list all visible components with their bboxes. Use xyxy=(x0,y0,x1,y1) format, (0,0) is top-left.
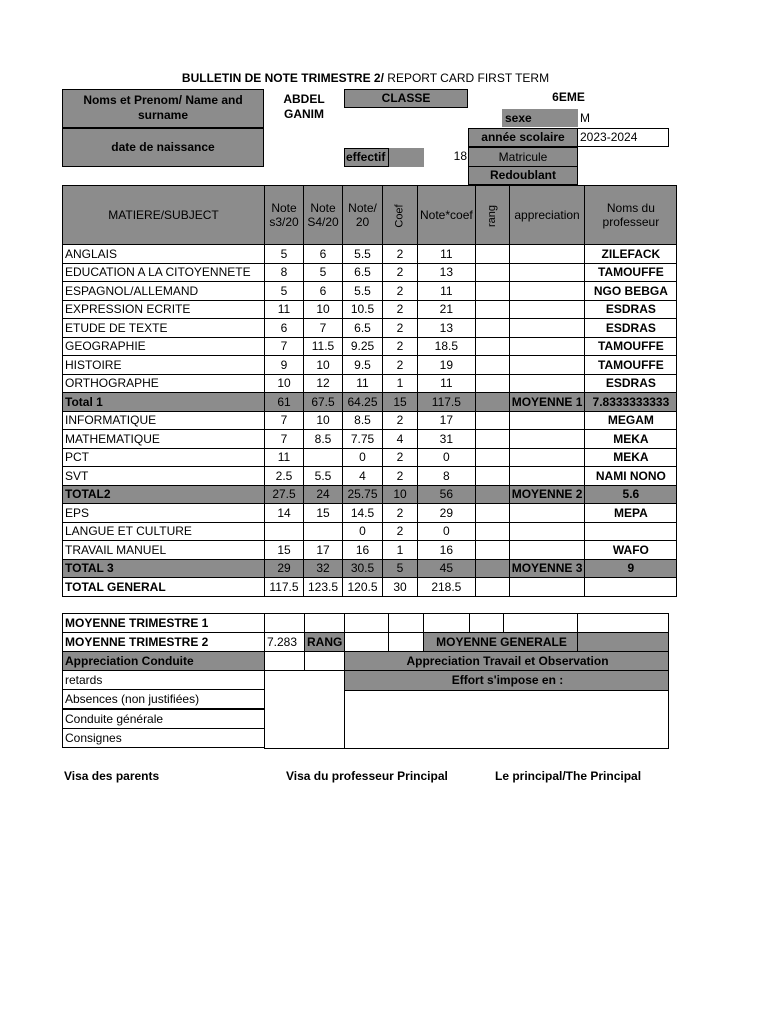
cell-coef: 2 xyxy=(383,300,418,319)
annee-label: année scolaire xyxy=(481,130,565,144)
cell-coef: 1 xyxy=(383,374,418,393)
cell-coef: 30 xyxy=(383,578,418,597)
cell-nc: 13 xyxy=(418,263,476,282)
cell-s4: 123.5 xyxy=(304,578,343,597)
cell-s3: 29 xyxy=(265,559,304,578)
title-english: REPORT CARD FIRST TERM xyxy=(383,71,550,85)
cell-prof: MEGAM xyxy=(585,411,677,430)
cell-app xyxy=(509,504,585,523)
header-coef-text: Coef xyxy=(394,203,406,228)
cell-s4: 12 xyxy=(304,374,343,393)
cell-prof: MEPA xyxy=(585,504,677,523)
cell-app xyxy=(509,411,585,430)
cell-prof: ESDRAS xyxy=(585,374,677,393)
table-row xyxy=(63,578,677,597)
cell-note: 16 xyxy=(343,541,383,560)
conduite-values-box xyxy=(264,670,345,749)
cell-rang xyxy=(475,559,509,578)
cell-note: 11 xyxy=(343,374,383,393)
dob-label: date de naissance xyxy=(111,140,215,154)
conduite-item: Absences (non justifiées) xyxy=(62,689,265,709)
table-row xyxy=(63,245,677,264)
conduite-item: retards xyxy=(62,670,265,690)
cell-app xyxy=(509,282,585,301)
table-total-row xyxy=(63,485,677,504)
cell-prof xyxy=(585,522,677,541)
cell-app xyxy=(509,300,585,319)
header-coef xyxy=(383,186,418,245)
cell-rang xyxy=(475,522,509,541)
cell-nc: 117.5 xyxy=(418,393,476,412)
cell-coef: 2 xyxy=(383,467,418,486)
classe-label-cell xyxy=(344,89,468,108)
matricule-label: Matricule xyxy=(498,150,548,164)
table-row xyxy=(63,504,677,523)
header-rang-text: rang xyxy=(486,204,499,227)
cell-rang xyxy=(475,245,509,264)
annee-label-cell xyxy=(468,128,578,147)
cell-subject: TOTAL 3 xyxy=(63,559,265,578)
cell-nc: 56 xyxy=(418,485,476,504)
annee-value-cell xyxy=(577,128,669,147)
cell-subject: HISTOIRE xyxy=(63,356,265,375)
table-row xyxy=(63,337,677,356)
cell-coef: 2 xyxy=(383,411,418,430)
mt2-empty xyxy=(388,632,424,652)
cell-note: 5.5 xyxy=(343,245,383,264)
cell-s3: 7 xyxy=(265,430,304,449)
cell-app xyxy=(509,245,585,264)
classe-label: CLASSE xyxy=(381,91,431,105)
cell-s4: 10 xyxy=(304,300,343,319)
appreciation-conduite-label: Appreciation Conduite xyxy=(62,651,265,671)
cell-app xyxy=(509,430,585,449)
table-row xyxy=(63,467,677,486)
cell-subject: ORTHOGRAPHE xyxy=(63,374,265,393)
dob-label-cell xyxy=(62,128,264,167)
title-french: BULLETIN DE NOTE TRIMESTRE 2/ xyxy=(181,71,384,85)
cell-coef: 10 xyxy=(383,485,418,504)
mt1-nc xyxy=(423,613,470,633)
cell-rang xyxy=(475,541,509,560)
cell-prof: 7.8333333333 xyxy=(585,393,677,412)
header-note-s3: Note s3/20 xyxy=(265,186,304,245)
cell-coef: 2 xyxy=(383,356,418,375)
cell-s3: 5 xyxy=(265,282,304,301)
mt1-app xyxy=(503,613,578,633)
cell-note: 64.25 xyxy=(343,393,383,412)
cell-rang xyxy=(475,504,509,523)
cell-subject: Total 1 xyxy=(63,393,265,412)
mt1-prof xyxy=(577,613,669,633)
cell-rang xyxy=(475,485,509,504)
cell-subject: LANGUE ET CULTURE xyxy=(63,522,265,541)
cell-s3: 117.5 xyxy=(265,578,304,597)
cell-note: 30.5 xyxy=(343,559,383,578)
cell-rang xyxy=(475,374,509,393)
rang-value xyxy=(344,632,389,652)
cell-nc: 17 xyxy=(418,411,476,430)
cell-note: 6.5 xyxy=(343,263,383,282)
cell-coef: 1 xyxy=(383,541,418,560)
moyenne-trimestre-1-label: MOYENNE TRIMESTRE 1 xyxy=(62,613,265,633)
redoublant-label: Redoublant xyxy=(490,168,556,182)
mt1-coef xyxy=(388,613,424,633)
table-row xyxy=(63,263,677,282)
cell-s3 xyxy=(265,522,304,541)
cell-s3: 2.5 xyxy=(265,467,304,486)
mt1-note xyxy=(344,613,389,633)
cell-note: 14.5 xyxy=(343,504,383,523)
table-row xyxy=(63,282,677,301)
table-row xyxy=(63,356,677,375)
cell-subject: TOTAL2 xyxy=(63,485,265,504)
cell-app xyxy=(509,337,585,356)
cell-prof: 5.6 xyxy=(585,485,677,504)
cell-subject: ESPAGNOL/ALLEMAND xyxy=(63,282,265,301)
name-label-cell xyxy=(62,89,264,128)
cell-rang xyxy=(475,393,509,412)
cell-app xyxy=(509,263,585,282)
cell-note: 25.75 xyxy=(343,485,383,504)
effectif-value: 18 xyxy=(453,149,467,163)
cell-rang xyxy=(475,430,509,449)
cell-coef: 4 xyxy=(383,430,418,449)
cell-s4: 10 xyxy=(304,411,343,430)
cell-s4: 15 xyxy=(304,504,343,523)
cell-nc: 13 xyxy=(418,319,476,338)
cell-rang xyxy=(475,337,509,356)
cell-prof: MEKA xyxy=(585,430,677,449)
cell-subject: ANGLAIS xyxy=(63,245,265,264)
cell-nc: 11 xyxy=(418,245,476,264)
cell-s3: 5 xyxy=(265,245,304,264)
table-row xyxy=(63,541,677,560)
cell-s3: 8 xyxy=(265,263,304,282)
cell-nc: 18.5 xyxy=(418,337,476,356)
cell-subject: PCT xyxy=(63,448,265,467)
table-row xyxy=(63,374,677,393)
cell-coef: 2 xyxy=(383,319,418,338)
mt1-s3 xyxy=(264,613,305,633)
sexe-label-cell xyxy=(502,109,578,127)
report-title xyxy=(62,71,669,85)
cell-prof: ZILEFACK xyxy=(585,245,677,264)
cell-app xyxy=(509,319,585,338)
principal-signature: Le principal/The Principal xyxy=(495,769,642,783)
cell-s3: 11 xyxy=(265,300,304,319)
cell-nc: 218.5 xyxy=(418,578,476,597)
cell-note: 8.5 xyxy=(343,411,383,430)
cell-coef: 2 xyxy=(383,504,418,523)
cell-rang xyxy=(475,578,509,597)
cell-s3: 11 xyxy=(265,448,304,467)
moyenne-generale-value xyxy=(577,632,669,652)
cell-note: 7.75 xyxy=(343,430,383,449)
cell-subject: TOTAL GENERAL xyxy=(63,578,265,597)
moyenne-generale-label: MOYENNE GENERALE xyxy=(423,632,578,652)
sexe-label: sexe xyxy=(505,111,532,125)
cell-s4: 6 xyxy=(304,245,343,264)
table-row xyxy=(63,522,677,541)
cell-nc: 29 xyxy=(418,504,476,523)
effectif-label-cell xyxy=(344,148,389,167)
student-first-name: ABDEL xyxy=(283,92,325,106)
rang-label: RANG xyxy=(304,632,345,652)
cell-subject: MATHEMATIQUE xyxy=(63,430,265,449)
cell-prof: ESDRAS xyxy=(585,300,677,319)
cell-app xyxy=(509,578,585,597)
cell-nc: 45 xyxy=(418,559,476,578)
cell-s4: 11.5 xyxy=(304,337,343,356)
cell-prof: WAFO xyxy=(585,541,677,560)
cell-nc: 16 xyxy=(418,541,476,560)
classe-value: 6EME xyxy=(552,90,585,104)
cell-s3: 61 xyxy=(265,393,304,412)
mt1-s4 xyxy=(304,613,345,633)
moyenne-trimestre-2-label: MOYENNE TRIMESTRE 2 xyxy=(62,632,265,652)
cell-coef: 2 xyxy=(383,522,418,541)
sexe-value: M xyxy=(580,111,590,125)
cell-prof: NGO BEBGA xyxy=(585,282,677,301)
cell-coef: 5 xyxy=(383,559,418,578)
header-note-s4: Note S4/20 xyxy=(304,186,343,245)
cell-s4: 24 xyxy=(304,485,343,504)
cell-subject: GEOGRAPHIE xyxy=(63,337,265,356)
cell-rang xyxy=(475,411,509,430)
effectif-label: effectif xyxy=(346,150,386,164)
appreciation-travail-label: Appreciation Travail et Observation xyxy=(344,651,669,671)
cell-prof: ESDRAS xyxy=(585,319,677,338)
header-note-20: Note/ 20 xyxy=(343,186,383,245)
cell-app xyxy=(509,541,585,560)
cell-nc: 11 xyxy=(418,374,476,393)
cell-subject: EDUCATION A LA CITOYENNETE xyxy=(63,263,265,282)
cell-prof: 9 xyxy=(585,559,677,578)
conduite-item: Conduite générale xyxy=(62,709,265,729)
cell-app: MOYENNE 2 xyxy=(509,485,585,504)
cell-note: 0 xyxy=(343,448,383,467)
effort-box xyxy=(344,690,669,749)
header-professeur: Noms du professeur xyxy=(585,186,677,245)
cell-rang xyxy=(475,356,509,375)
header-appreciation: appreciation xyxy=(509,186,585,245)
name-label: Noms et Prenom/ Name and surname xyxy=(83,93,243,122)
cell-s4: 5 xyxy=(304,263,343,282)
cell-app: MOYENNE 3 xyxy=(509,559,585,578)
student-name xyxy=(264,92,344,122)
header-rang xyxy=(475,186,509,245)
header-subject: MATIERE/SUBJECT xyxy=(63,186,265,245)
table-header-row xyxy=(63,186,677,245)
cell-s4 xyxy=(304,448,343,467)
cell-nc: 21 xyxy=(418,300,476,319)
cell-nc: 0 xyxy=(418,522,476,541)
cell-s4: 32 xyxy=(304,559,343,578)
cell-rang xyxy=(475,467,509,486)
cell-s3: 7 xyxy=(265,411,304,430)
cell-app xyxy=(509,522,585,541)
cell-nc: 31 xyxy=(418,430,476,449)
cell-coef: 2 xyxy=(383,245,418,264)
cell-subject: SVT xyxy=(63,467,265,486)
cell-s3: 6 xyxy=(265,319,304,338)
cell-rang xyxy=(475,282,509,301)
effectif-spacer xyxy=(389,148,424,167)
table-row xyxy=(63,319,677,338)
visa-parents: Visa des parents xyxy=(64,769,160,783)
cell-subject: TRAVAIL MANUEL xyxy=(63,541,265,560)
cell-prof: TAMOUFFE xyxy=(585,337,677,356)
cell-app xyxy=(509,448,585,467)
cell-s3: 15 xyxy=(265,541,304,560)
cell-app: MOYENNE 1 xyxy=(509,393,585,412)
cell-s3: 9 xyxy=(265,356,304,375)
header-note-coef: Note*coef xyxy=(418,186,476,245)
conduite-empty-2 xyxy=(304,651,345,671)
cell-note: 0 xyxy=(343,522,383,541)
cell-rang xyxy=(475,263,509,282)
cell-prof: NAMI NONO xyxy=(585,467,677,486)
visa-prof-principal: Visa du professeur Principal xyxy=(286,769,448,783)
annee-value: 2023-2024 xyxy=(580,130,638,144)
cell-note: 9.5 xyxy=(343,356,383,375)
cell-s4: 8.5 xyxy=(304,430,343,449)
cell-prof: MEKA xyxy=(585,448,677,467)
table-total-row xyxy=(63,393,677,412)
cell-s3: 7 xyxy=(265,337,304,356)
cell-coef: 2 xyxy=(383,282,418,301)
cell-rang xyxy=(475,448,509,467)
cell-nc: 19 xyxy=(418,356,476,375)
table-total-row xyxy=(63,559,677,578)
cell-coef: 2 xyxy=(383,263,418,282)
cell-coef: 2 xyxy=(383,337,418,356)
matricule-label-cell xyxy=(468,147,578,167)
cell-coef: 2 xyxy=(383,448,418,467)
cell-s4: 67.5 xyxy=(304,393,343,412)
cell-rang xyxy=(475,319,509,338)
student-last-name: GANIM xyxy=(284,107,324,121)
effort-label: Effort s'impose en : xyxy=(344,670,669,691)
moyenne-trimestre-2-value: 7.283 xyxy=(264,632,305,652)
cell-s3: 10 xyxy=(265,374,304,393)
cell-note: 4 xyxy=(343,467,383,486)
cell-s4: 5.5 xyxy=(304,467,343,486)
cell-app xyxy=(509,467,585,486)
cell-s4: 17 xyxy=(304,541,343,560)
grades-table xyxy=(62,185,677,597)
cell-subject: EXPRESSION ECRITE xyxy=(63,300,265,319)
cell-prof xyxy=(585,578,677,597)
cell-subject: INFORMATIQUE xyxy=(63,411,265,430)
cell-note: 10.5 xyxy=(343,300,383,319)
mt1-rang xyxy=(469,613,504,633)
table-row xyxy=(63,411,677,430)
cell-app xyxy=(509,356,585,375)
cell-coef: 15 xyxy=(383,393,418,412)
conduite-item: Consignes xyxy=(62,728,265,748)
cell-s3: 27.5 xyxy=(265,485,304,504)
cell-app xyxy=(509,374,585,393)
cell-prof: TAMOUFFE xyxy=(585,263,677,282)
cell-s3: 14 xyxy=(265,504,304,523)
cell-s4: 10 xyxy=(304,356,343,375)
cell-note: 9.25 xyxy=(343,337,383,356)
cell-s4 xyxy=(304,522,343,541)
table-row xyxy=(63,300,677,319)
table-row xyxy=(63,448,677,467)
cell-subject: ETUDE DE TEXTE xyxy=(63,319,265,338)
cell-note: 120.5 xyxy=(343,578,383,597)
cell-prof: TAMOUFFE xyxy=(585,356,677,375)
redoublant-label-cell xyxy=(468,166,578,185)
table-row xyxy=(63,430,677,449)
cell-note: 6.5 xyxy=(343,319,383,338)
cell-subject: EPS xyxy=(63,504,265,523)
cell-rang xyxy=(475,300,509,319)
cell-nc: 8 xyxy=(418,467,476,486)
cell-s4: 7 xyxy=(304,319,343,338)
cell-nc: 0 xyxy=(418,448,476,467)
cell-s4: 6 xyxy=(304,282,343,301)
cell-nc: 11 xyxy=(418,282,476,301)
conduite-empty-1 xyxy=(264,651,305,671)
cell-note: 5.5 xyxy=(343,282,383,301)
